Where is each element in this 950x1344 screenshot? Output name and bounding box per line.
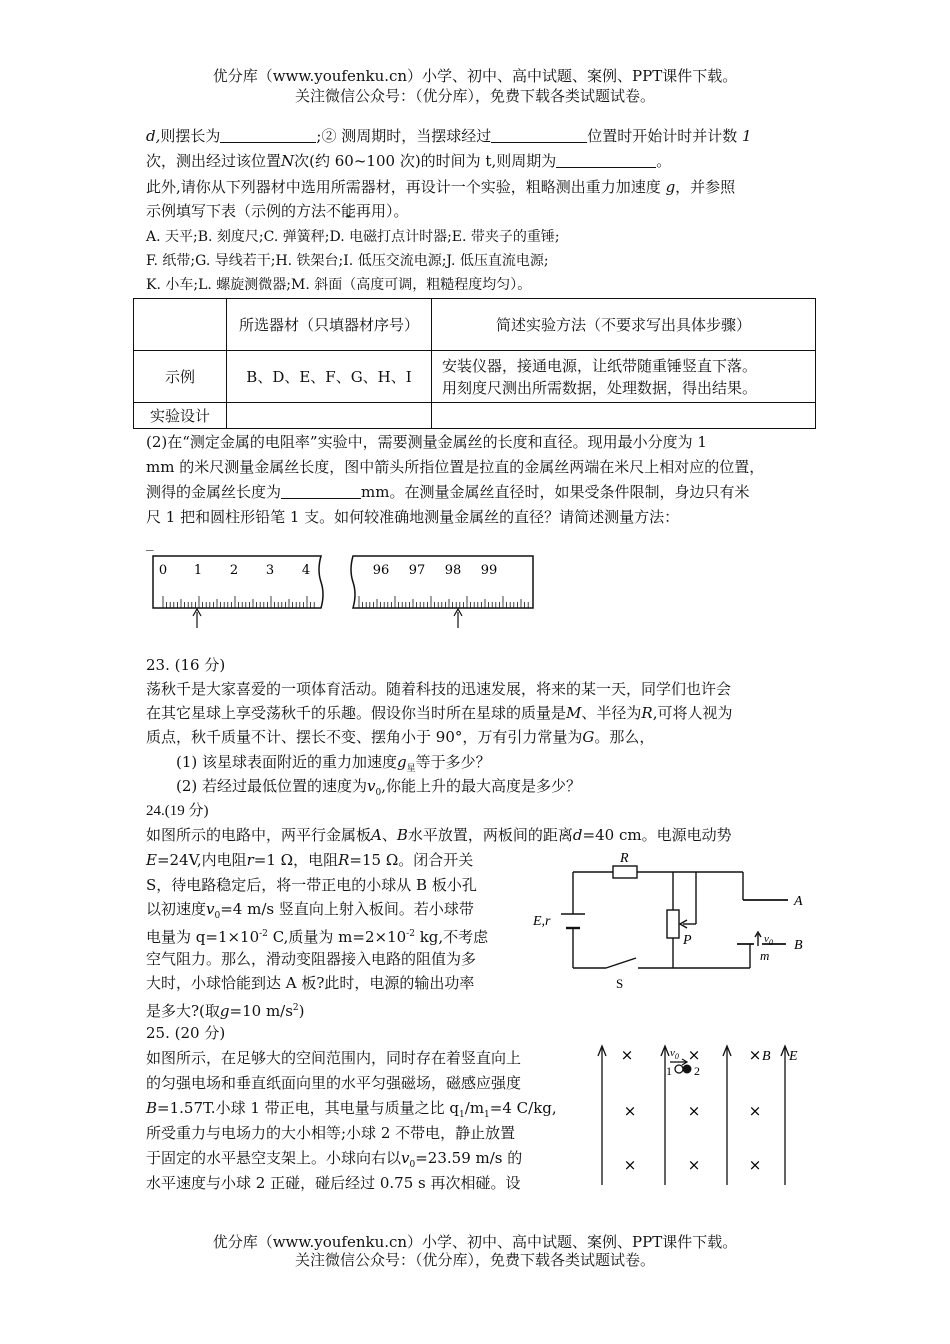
q24-text: 是多大?(取 xyxy=(146,1002,220,1020)
magnetic-cross: × xyxy=(687,1102,701,1120)
magnetic-cross: × xyxy=(620,1046,634,1064)
q24-line8 xyxy=(146,996,810,1023)
ruler-tick-label: 2 xyxy=(229,563,239,578)
meter-ruler-figure xyxy=(145,550,545,635)
q24-text: 水平放置，两板间的距离 xyxy=(407,826,573,844)
q22-text: 再用）。 xyxy=(356,202,409,220)
q23-text: M xyxy=(566,704,582,722)
q25-text: 0 xyxy=(409,1160,416,1170)
q24-text: -2 xyxy=(406,929,415,939)
experiment-table xyxy=(133,298,816,429)
label-ball-1: 1 xyxy=(666,1064,672,1078)
emphasis-char: 能 xyxy=(341,202,357,220)
q24-text: =15 Ω。闭合开关 xyxy=(349,851,474,869)
q25-text: =23.59 m/s 的 xyxy=(415,1149,523,1167)
label-ball-2: 2 xyxy=(694,1064,700,1078)
q24-text: 2 xyxy=(292,1003,299,1013)
q23-text: 等于多少？ xyxy=(415,753,491,771)
q22-line2 xyxy=(146,149,810,173)
q23-text: g xyxy=(397,753,407,771)
field-figure xyxy=(590,1040,820,1190)
q22-text: 示例填写下表（示例的方法不 xyxy=(146,202,342,220)
q24-line7: 大时，小球恰能到达 A 板?此时，电源的输出功率 xyxy=(146,974,475,992)
table-cell-example-method xyxy=(432,351,816,403)
q22-part2-line5: _ xyxy=(146,533,154,551)
q24-text: r xyxy=(246,851,254,869)
switch-S xyxy=(606,958,636,968)
q24-text: =1 Ω，电阻 xyxy=(253,851,339,869)
q23-text: ,可将人视为 xyxy=(652,704,733,722)
q22-text: 1 xyxy=(742,127,752,145)
magnetic-cross: × xyxy=(687,1156,701,1174)
rheostat xyxy=(667,910,679,938)
table-row-label-design: 实验设计 xyxy=(134,403,227,429)
ruler-tick-label: 3 xyxy=(265,563,275,578)
q25-text: =1.57T.小球 1 带正电，其电量与质量之比 q xyxy=(157,1099,460,1117)
ruler-tick-label: 1 xyxy=(193,563,203,578)
page-footer-line2: 关注微信公众号：（优分库），免费下载各类试题试卷。 xyxy=(294,1251,655,1269)
q23-text: 。那么， xyxy=(594,728,655,746)
q24-line1 xyxy=(146,823,810,847)
magnetic-cross: × xyxy=(623,1156,637,1174)
q22-text: g xyxy=(665,178,676,196)
label-A: A xyxy=(794,894,803,909)
q22-text: 测得的金属丝长度为 xyxy=(146,483,282,501)
q24-text: A xyxy=(371,826,382,844)
q24-text: 如图所示的电路中，两平行金属板 xyxy=(146,826,372,844)
q23-text: R xyxy=(641,704,653,722)
ruler-right-ticks xyxy=(359,596,528,608)
table-cell-example-items: B、D、E、F、G、H、I xyxy=(227,351,432,403)
q24-text: C,质量为 m=2×10 xyxy=(267,928,407,946)
q25-line4: 所受重力与电场力的大小相等;小球 2 不带电，静止放置 xyxy=(146,1124,516,1142)
q24-line3: S，待电路稳定后，将一带正电的小球从 B 板小孔 xyxy=(146,876,477,894)
label-R: R xyxy=(620,851,629,866)
label-B: B xyxy=(762,1049,771,1064)
q22-part2-line3 xyxy=(146,480,810,504)
q25-text: v xyxy=(401,1149,410,1167)
q24-text: E xyxy=(146,851,157,869)
ruler-tick-label: 99 xyxy=(480,563,498,578)
equipment-list-3: K. 小车;L. 螺旋测微器;M. 斜面（高度可调，粗糙程度均匀）。 xyxy=(146,277,532,293)
q23-text: (2) 若经过最低位置的速度为 xyxy=(176,777,368,795)
q24-text: kg,不考虑 xyxy=(414,928,489,946)
q23-text: G xyxy=(582,728,595,746)
q23-line1: 荡秋千是大家喜爱的一项体育活动。随着科技的迅速发展，将来的某一天，同学们也许会 xyxy=(146,680,732,698)
q24-text: 0 xyxy=(214,911,221,921)
ball-1 xyxy=(675,1065,683,1073)
q25-line6: 水平速度与小球 2 正碰，碰后经过 0.75 s 再次相碰。设 xyxy=(146,1174,521,1192)
q24-text: R xyxy=(338,851,350,869)
q22-text: 次，测出经过该位置 xyxy=(146,152,282,170)
q22-text: 则摆长为 xyxy=(160,127,221,145)
q22-text: ，并参照 xyxy=(675,178,736,196)
ruler-tick-label: 0 xyxy=(158,563,168,578)
label-v0 xyxy=(764,933,773,947)
q25-title: 25. (20 分) xyxy=(146,1024,226,1042)
q23-text: (1) 该星球表面附近的重力加速度 xyxy=(176,753,398,771)
q24-text: v xyxy=(206,900,215,918)
q25-text: B xyxy=(146,1099,158,1117)
q24-text: =40 cm。电源电动势 xyxy=(582,826,732,844)
table-cell-design-method[interactable] xyxy=(432,403,816,429)
ruler-tick-label: 98 xyxy=(444,563,462,578)
q22-line1 xyxy=(146,124,810,148)
q23-title: 23. (16 分) xyxy=(146,656,226,674)
q24-text: =24V,内电阻 xyxy=(156,851,247,869)
page-footer-line1: 优分库（www.youfenku.cn）小学、初中、高中试题、案例、PPT课件下载。 xyxy=(212,1233,738,1251)
page-header-line2: 关注微信公众号：（优分库），免费下载各类试题试卷。 xyxy=(294,87,655,105)
magnetic-cross: × xyxy=(748,1156,762,1174)
q25-text: 1 xyxy=(459,1110,465,1120)
table-corner xyxy=(134,299,227,351)
answer-blank-wire-length[interactable] xyxy=(281,482,361,499)
q22-text: 此外,请你从下列器材中选用所需器材，再设计一个实验，粗略测出重力加速度 xyxy=(146,178,661,196)
q22-part2-line2: mm 的米尺测量金属丝长度，图中箭头所指位置是拉直的金属丝两端在米尺上相对应的位置， xyxy=(146,458,765,476)
answer-blank-period[interactable] xyxy=(556,151,656,168)
ruler-tick-label: 96 xyxy=(372,563,390,578)
answer-blank-position[interactable] xyxy=(491,126,587,143)
resistor-R xyxy=(613,866,637,878)
q23-line3 xyxy=(146,725,810,749)
equipment-list-2: F. 纸带;G. 导线若干;H. 铁架台;I. 低压交流电源;J. 低压直流电源; xyxy=(146,253,549,269)
ruler-left-ticks xyxy=(163,596,314,608)
q24-text: d xyxy=(572,826,583,844)
method-line: 安装仪器，接通电源，让纸带随重锤竖直下落。 xyxy=(442,356,758,375)
ball-2 xyxy=(683,1065,692,1074)
q24-text: =10 m/s xyxy=(229,1002,293,1020)
q22-part2-line4: 尺 1 把和圆柱形铅笔 1 支。如何较准确地测量金属丝的直径？请简述测量方法： xyxy=(146,508,680,526)
label-E: E xyxy=(789,1049,798,1064)
q25-text: /m xyxy=(464,1099,485,1117)
q24-text: -2 xyxy=(259,929,268,939)
table-header-equipment: 所选器材（只填器材序号） xyxy=(227,299,432,351)
label-v0 xyxy=(670,1047,679,1061)
magnetic-cross: × xyxy=(623,1102,637,1120)
q22-text: mm。在测量金属丝直径时，如果受条件限制，身边只有米 xyxy=(361,483,750,501)
q23-text: 星 xyxy=(406,764,416,774)
answer-blank-length[interactable] xyxy=(220,126,316,143)
q24-text: 、 xyxy=(381,826,397,844)
magnetic-cross: × xyxy=(748,1046,762,1064)
label-m: m xyxy=(760,948,770,963)
method-line: 用刻度尺测出所需数据，处理数据，得出结果。 xyxy=(442,378,758,397)
q25-text: 1 xyxy=(484,1110,490,1120)
q24-text: ) xyxy=(298,1002,305,1020)
q23-text: 、半径为 xyxy=(581,704,642,722)
q23-text: 质点，秋千质量不计、摆长不变、摆角小于 90°，万有引力常量为 xyxy=(146,728,583,746)
q22-part2-line1: (2)在“测定金属的电阻率”实验中，需要测量金属丝的长度和直径。现用最小分度为 1 xyxy=(146,433,707,451)
q23-text: 在其它星球上享受荡秋千的乐趣。假设你当时所在星球的质量是 xyxy=(146,704,567,722)
magnetic-cross: × xyxy=(748,1102,762,1120)
q24-text: 以初速度 xyxy=(146,900,207,918)
diameter-symbol: d, xyxy=(146,127,161,145)
q23-text: 0 xyxy=(375,788,382,798)
table-header-method: 简述实验方法（不要求写出具体步骤） xyxy=(432,299,816,351)
q22-line3 xyxy=(146,175,810,199)
label-Er: E,r xyxy=(533,914,551,929)
q22-text: ;② 测周期时，当摆球经过 xyxy=(316,127,492,145)
q24-line6: 空气阻力。那么，滑动变阻器接入电路的阻值为多 xyxy=(146,950,477,968)
q24-text: B xyxy=(396,826,408,844)
q22-line4 xyxy=(146,199,810,223)
q24-text: =4 m/s 竖直向上射入板间。若小球带 xyxy=(220,900,474,918)
q23-text: v xyxy=(367,777,376,795)
q22-text: 次(约 60~100 次)的时间为 t,则周期为 xyxy=(294,152,557,170)
label-B: B xyxy=(794,938,803,953)
equipment-list-1: A. 天平;B. 刻度尺;C. 弹簧秤;D. 电磁打点计时器;E. 带夹子的重锤; xyxy=(146,229,560,245)
q25-line1: 如图所示，在足够大的空间范围内，同时存在着竖直向上 xyxy=(146,1049,522,1067)
table-row-label-example: 示例 xyxy=(134,351,227,403)
label-P: P xyxy=(683,933,692,948)
label-v-sub: 0 xyxy=(674,1052,679,1061)
q25-text: 于固定的水平悬空支架上。小球向右以 xyxy=(146,1149,402,1167)
ruler-tick-label: 4 xyxy=(301,563,311,578)
magnetic-cross: × xyxy=(687,1046,701,1064)
label-S: S xyxy=(616,976,624,991)
label-v: v xyxy=(670,1047,675,1059)
ruler-tick-label: 97 xyxy=(408,563,426,578)
q23-line2 xyxy=(146,701,810,725)
q25-line2: 的匀强电场和垂直纸面向里的水平匀强磁场，磁感应强度 xyxy=(146,1074,522,1092)
label-v-sub: 0 xyxy=(768,938,773,947)
q22-text: N xyxy=(281,152,295,170)
q24-text: 电量为 q=1×10 xyxy=(146,928,260,946)
q24-title: 24.(19 分) xyxy=(146,803,209,819)
q25-text: =4 C/kg, xyxy=(489,1099,557,1117)
page-header-line1: 优分库（www.youfenku.cn）小学、初中、高中试题、案例、PPT课件下载。 xyxy=(212,67,738,85)
label-v: v xyxy=(764,933,769,945)
q23-text: ,你能上升的最大高度是多少？ xyxy=(381,777,582,795)
table-cell-design-items[interactable] xyxy=(227,403,432,429)
q22-text: 位置时开始计时并计数 xyxy=(587,127,738,145)
q22-text: 。 xyxy=(656,152,672,170)
q24-text: g xyxy=(219,1002,230,1020)
circuit-diagram xyxy=(528,848,818,993)
